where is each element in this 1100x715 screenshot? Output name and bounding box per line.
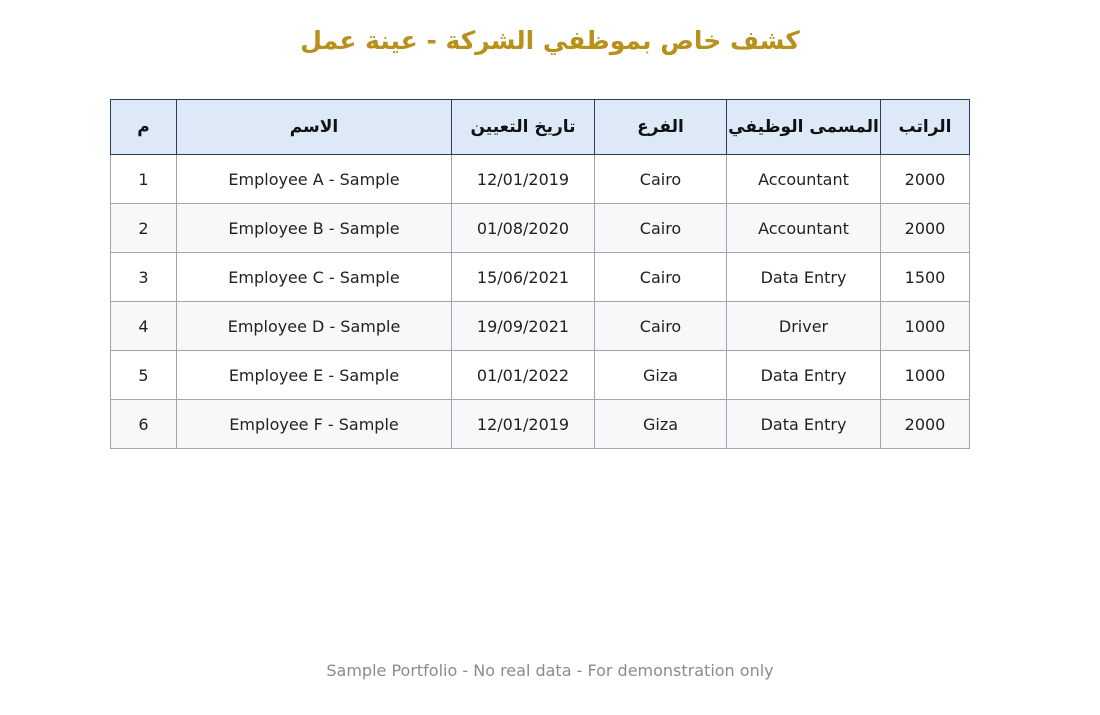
table-row [111,155,970,204]
cell-index: 4 [111,302,177,351]
cell-job-title: Accountant [727,155,881,204]
cell-salary: 1000 [881,302,970,351]
cell-job-title: Data Entry [727,400,881,449]
table-row [111,204,970,253]
cell-job-title: Data Entry [727,253,881,302]
cell-name: Employee C - Sample [177,253,452,302]
header-job-title: المسمى الوظيفي [727,100,881,155]
cell-salary: 1000 [881,351,970,400]
cell-job-title: Accountant [727,204,881,253]
cell-branch: Giza [595,351,727,400]
cell-hire-date: 12/01/2019 [452,400,595,449]
cell-branch: Cairo [595,155,727,204]
cell-name: Employee E - Sample [177,351,452,400]
cell-name: Employee A - Sample [177,155,452,204]
cell-salary: 2000 [881,155,970,204]
cell-salary: 2000 [881,400,970,449]
header-salary: الراتب [881,100,970,155]
cell-index: 1 [111,155,177,204]
header-name: الاسم [177,100,452,155]
cell-hire-date: 12/01/2019 [452,155,595,204]
cell-hire-date: 15/06/2021 [452,253,595,302]
cell-branch: Cairo [595,253,727,302]
cell-index: 3 [111,253,177,302]
table-row [111,253,970,302]
header-index: م [111,100,177,155]
table-row [111,400,970,449]
cell-index: 2 [111,204,177,253]
report-title: كشف خاص بموظفي الشركة - عينة عمل [300,26,800,55]
cell-name: Employee D - Sample [177,302,452,351]
table-row [111,351,970,400]
table-row [111,302,970,351]
table-header-row [111,100,970,155]
cell-job-title: Data Entry [727,351,881,400]
cell-name: Employee F - Sample [177,400,452,449]
cell-index: 6 [111,400,177,449]
cell-hire-date: 19/09/2021 [452,302,595,351]
cell-index: 5 [111,351,177,400]
cell-hire-date: 01/01/2022 [452,351,595,400]
cell-branch: Giza [595,400,727,449]
header-branch: الفرع [595,100,727,155]
footer-note: Sample Portfolio - No real data - For demonstration only [326,661,774,680]
cell-salary: 1500 [881,253,970,302]
cell-branch: Cairo [595,204,727,253]
employee-table [110,99,970,449]
cell-job-title: Driver [727,302,881,351]
header-hire-date: تاريخ التعيين [452,100,595,155]
cell-salary: 2000 [881,204,970,253]
cell-hire-date: 01/08/2020 [452,204,595,253]
cell-name: Employee B - Sample [177,204,452,253]
cell-branch: Cairo [595,302,727,351]
